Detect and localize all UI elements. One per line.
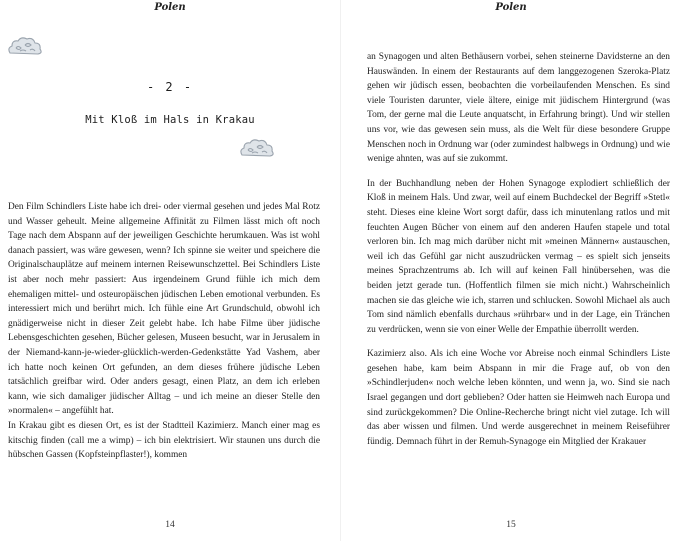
chapter-number: - 2 - (146, 80, 194, 94)
running-head: Polen (154, 2, 186, 13)
paragraph: Kazimierz also. Als ich eine Woche vor Abreise noch einmal Schindlers Liste gesehen habe, kam beim Abspann in mir die Frage auf, ob von den »Schindlerjuden« noch welche leben könnten, und wenn ja, wo. Sind sie nach Israel gegangen und dort geblieben? Oder hatten sie Heimweh nach Europa und sind zurückgekommen? Die Online-Recherche bringt nicht viel zutage. Ich will das aber wissen und filmen. Und werde ausgerechnet in meinem Reiseführer fündig. Demnach führt in der Remuh-Synagoge ein Mitglied der Krakauer (367, 349, 670, 447)
chapter-title: Mit Kloß im Hals in Krakau (85, 114, 255, 126)
body-text (367, 50, 670, 449)
running-head: Polen (495, 2, 527, 13)
right-page (341, 0, 681, 541)
cloud-ornament-icon (238, 138, 276, 160)
paragraph: In der Buchhandlung neben der Hohen Synagoge explodiert schließlich der Kloß in meinem Hals. Und zwar, weil auf einem Buchdeckel der Begriff »Stetl« steht. Dieses eine kleine Wort sorgt dafür, dass ich minutenlang ratlos und mit feuchten Augen Bücher von einem auf den anderen Haufen stapele und total verloren bin. Ich mag mich darüber nicht mit »meinen Männern« austauschen, weil ich das Gefühl gar nicht auszudrücken vermag – es spielt sich jenseits meines Sprachzentrums ab. Ich will auf keinen Fall hinübersehen, was die beiden jetzt gerade tun. (Hoffentlich filmen sie mich nicht.) Wahrscheinlich machen sie das gleiche wie ich, starren und schlucken. Sowohl Michael als auch Tom sind nämlich ebenfalls durchaus »rührbar« und in der Lage, ein Tränchen zu verdrücken, wenn sie von einer Welle der Empathie überrollt werden. (367, 178, 670, 335)
page-number: 14 (165, 520, 175, 530)
paragraph: In Krakau gibt es diesen Ort, es ist der Stadtteil Kazimierz. Manch einer mag es kitschig finden (call me a wimp) – ich bin elektrisiert. Wir staunen uns durch die hübschen Gassen (Kopfsteinpflaster!), kommen (8, 420, 320, 461)
paragraph: an Synagogen und alten Bethäusern vorbei, sehen steinerne Davidsterne an den Hauswänden. In einem der Restaurants auf dem langgezogenen Szeroka-Platz gehen wir jüdisch essen, beobachten die vorbeilaufenden Menschen. Es sind viele Touristen darunter, viele ältere, einige mit jüdischem Hintergrund (was Tom, der gerne mal die Leute anquatscht, in Erfahrung bringt). Und wir stellen uns vor, wie das gewesen sein muss, als die Welt für diese besondere Gruppe Menschen noch in Ordnung war (oder zumindest halbwegs in Ordnung) und wie wenige ahnten, was auf sie zukommt. (367, 52, 670, 165)
paragraph: Den Film Schindlers Liste habe ich drei- oder viermal gesehen und jedes Mal Rotz und Wasser geheult. Meine allgemeine Affinität zu Filmen lässt mich oft noch Tage nach dem Abspann auf der jeweiligen Geschichte herumkauen. Was ist wohl danach passiert, was wäre gewesen, wenn? Ich spinne sie weiter und speichere die Originalschauplätze auf meinem internen Reisewunschzettel. Bei Schindlers Liste ist aber noch mehr passiert: Aus irgendeinem Grund fühle ich mich dem ehemaligen mittel- und osteuropäischen jüdischen Leben emotional verbunden. Es interessiert mich und berührt mich. Ich fühle eine Art Grundschuld, obwohl ich gnädigerweise nicht in dieser Zeit gelebt habe. Ich habe Filme über jüdische Lebensgeschichten gesehen, Bücher gelesen, Museen besucht, war in Jerusalem in der Niemand-kann-je-wieder-glücklich-werden-Gedenkstätte Yad Vashem, aber ich hatte noch keinen Ort gefunden, an dem dieses frühere jüdische Leben tatsächlich greifbar wird. Oder anders gesagt, einen Platz, an dem ich erleben kann, wie sich damaliger jüdischer Alltag – und ich meine an dieser Stelle den »normalen« – angefühlt hat. (8, 202, 320, 417)
cloud-ornament-icon (6, 36, 44, 58)
body-text (8, 200, 320, 463)
left-page (0, 0, 340, 541)
page-number: 15 (506, 520, 516, 530)
